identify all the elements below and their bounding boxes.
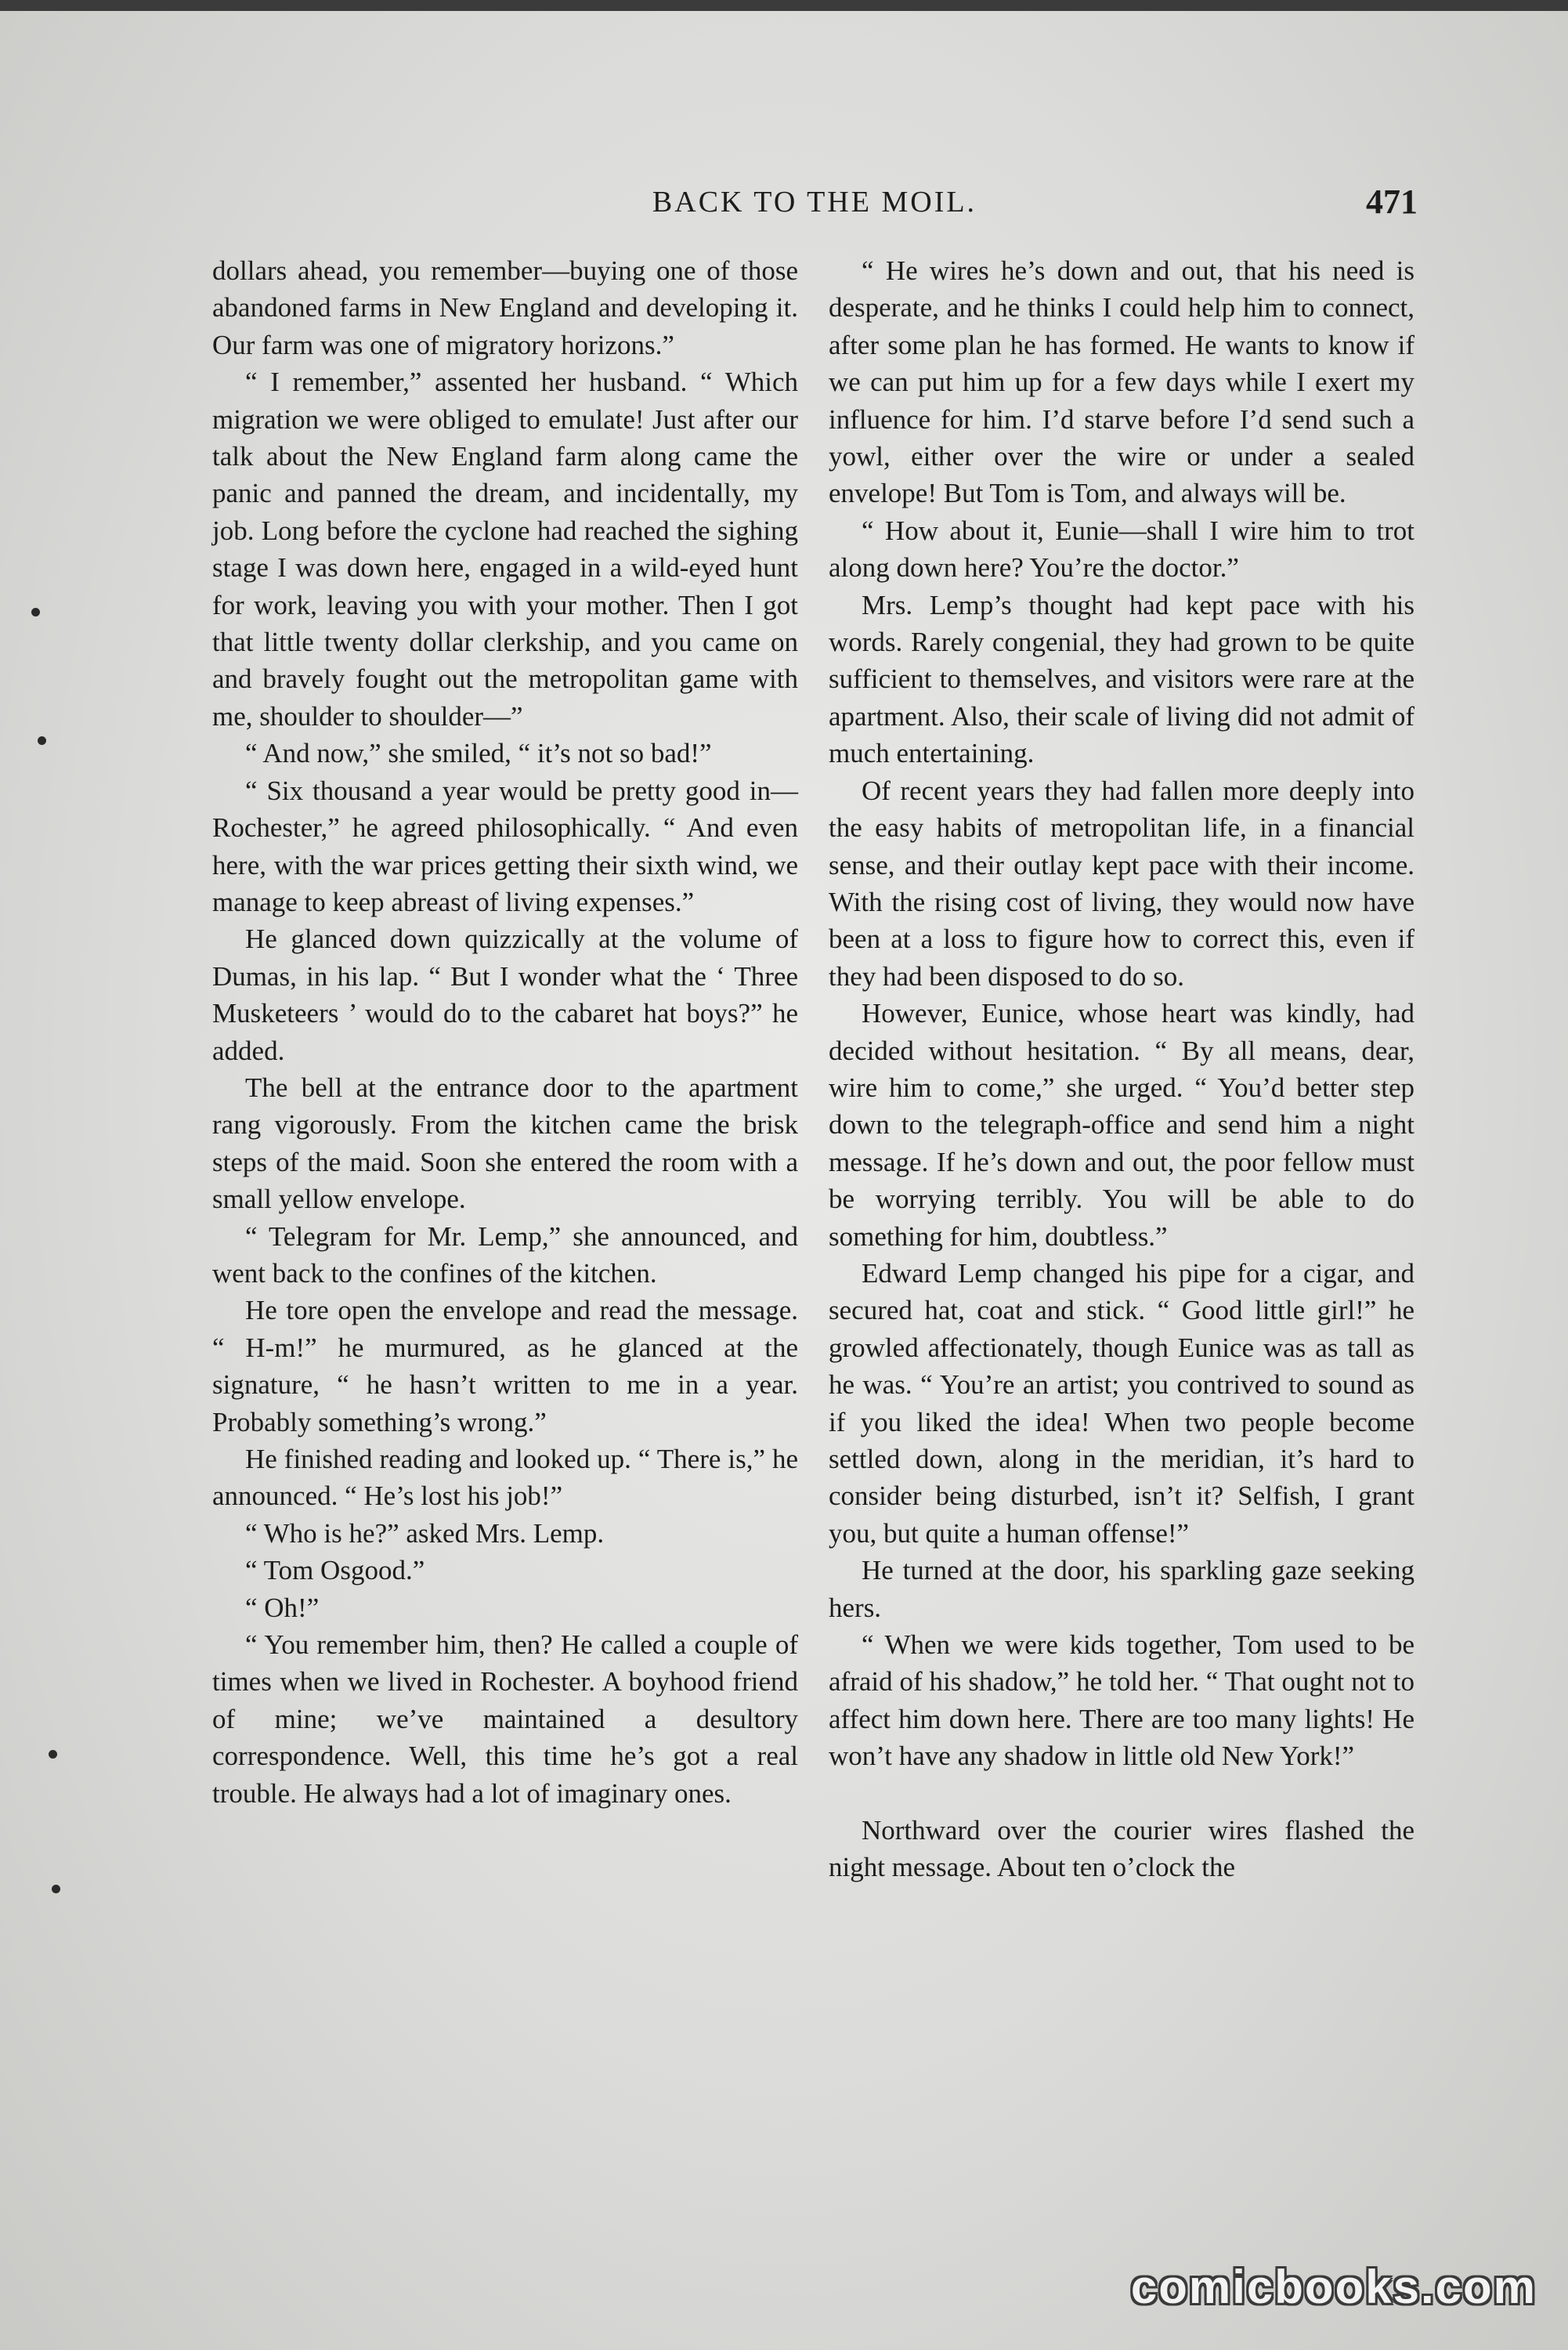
- paragraph: “ When we were kids together, Tom used to be afraid of his shadow,” he told her. “ That ought not to affect him down here. There are too many lights! He won’t have any shadow in little old New York!”: [829, 1629, 1414, 1772]
- paragraph: “ Tom Osgood.”: [245, 1555, 425, 1586]
- page-header: [211, 185, 1418, 232]
- paragraph: “ He wires he’s down and out, that his need is desperate, and he thinks I could help him to connect, after some plan he has formed. He wants to know if we can put him up for a few days while I exert my influence for him. I’d starve before I’d send such a yowl, either over the wire or under a sealed envelope! But Tom is Tom, and always will be.: [829, 255, 1414, 509]
- paragraph: dollars ahead, you remember—buying one of those abandoned farms in New England and developing it. Our farm was one of migratory horizons.”: [212, 255, 798, 360]
- paragraph: Of recent years they had fallen more deeply into the easy habits of metropolitan life, in a financial sense, and their outlay kept pace with their income. With the rising cost of living, they would now have been at a loss to figure how to correct this, even if they had been disposed to do so.: [829, 775, 1414, 992]
- binding-hole: [49, 1750, 57, 1759]
- running-head: BACK TO THE MOIL.: [652, 186, 977, 219]
- binding-hole: [52, 1885, 60, 1893]
- paragraph: Mrs. Lemp’s thought had kept pace with his words. Rarely congenial, they had grown to be quite sufficient to themselves, and visitors were rare at the apartment. Also, their scale of living did not admit of much entertaining.: [829, 589, 1414, 769]
- binding-hole: [31, 608, 40, 616]
- paragraph: “ Who is he?” asked Mrs. Lemp.: [245, 1517, 605, 1549]
- page-top-edge: [0, 0, 1568, 11]
- paragraph: He tore open the envelope and read the message. “ H-m!” he murmured, as he glanced at the signature, “ he hasn’t written to me in a year. Probably something’s wrong.”: [212, 1295, 798, 1437]
- paragraph: “ You remember him, then? He called a couple of times when we lived in Rochester. A boyhood friend of mine; we’ve maintained a desultory correspondence. Well, this time he’s got a real trouble. He always had a lot of imaginary ones.: [212, 1629, 798, 1809]
- paragraph: He finished reading and looked up. “ There is,” he announced. “ He’s lost his job!”: [212, 1444, 798, 1512]
- paragraph: “ I remember,” assented her husband. “ Which migration we were obliged to emulate! Just after our talk about the New England farm along came the panic and panned the dream, and incidentally, my job. Long before the cyclone had reached the sighing stage I was down here, engaged in a wild-eyed hunt for work, leaving you with your mother. Then I got that little twenty dollar clerkship, and you came on and bravely fought out the metropolitan game with me, shoulder to shoulder—”: [212, 367, 798, 732]
- paragraph: He glanced down quizzically at the volume of Dumas, in his lap. “ But I wonder what the ‘ Three Musketeers ’ would do to the cabaret hat boys?” he added.: [212, 924, 798, 1066]
- paragraph: He turned at the door, his sparkling gaze seeking hers.: [829, 1555, 1414, 1623]
- paragraph: “ And now,” she smiled, “ it’s not so bad!”: [245, 738, 712, 769]
- paragraph: Northward over the courier wires flashed the night message. About ten o’clock the: [829, 1814, 1414, 1883]
- binding-hole: [38, 736, 46, 745]
- paragraph: “ Oh!”: [245, 1592, 320, 1623]
- watermark-logo: comicbooks.com: [1130, 2261, 1537, 2313]
- paragraph: “ Telegram for Mr. Lemp,” she announced, and went back to the confines of the kitchen.: [212, 1220, 798, 1289]
- paragraph: “ Six thousand a year would be pretty good in—Rochester,” he agreed philosophically. “ And even here, with the war prices getting their sixth wind, we manage to keep abreast of living expenses.”: [212, 775, 798, 917]
- paragraph: Edward Lemp changed his pipe for a cigar, and secured hat, coat and stick. “ Good little girl!” he growled affectionately, though Eunice was as tall as he was. “ You’re an artist; you contrived to sound as if you liked the idea! When two people become settled down, along in the meridian, it’s hard to consider being disturbed, isn’t it? Selfish, I grant you, but quite a human offense!”: [829, 1257, 1414, 1549]
- text-column-left: [212, 252, 798, 1812]
- page-number: 471: [1366, 183, 1418, 221]
- paragraph: “ How about it, Eunie—shall I wire him to trot along down here? You’re the doctor.”: [829, 515, 1414, 584]
- text-column-right: [829, 252, 1414, 1885]
- paragraph: However, Eunice, whose heart was kindly, had decided without hesitation. “ By all means, dear, wire him to come,” she urged. “ You’d better step down to the telegraph-office and send him a night message. If he’s down and out, the poor fellow must be worrying terribly. You will be able to do something for him, doubtless.”: [829, 998, 1414, 1252]
- paragraph: The bell at the entrance door to the apartment rang vigorously. From the kitchen came the brisk steps of the maid. Soon she entered the room with a small yellow envelope.: [212, 1072, 798, 1215]
